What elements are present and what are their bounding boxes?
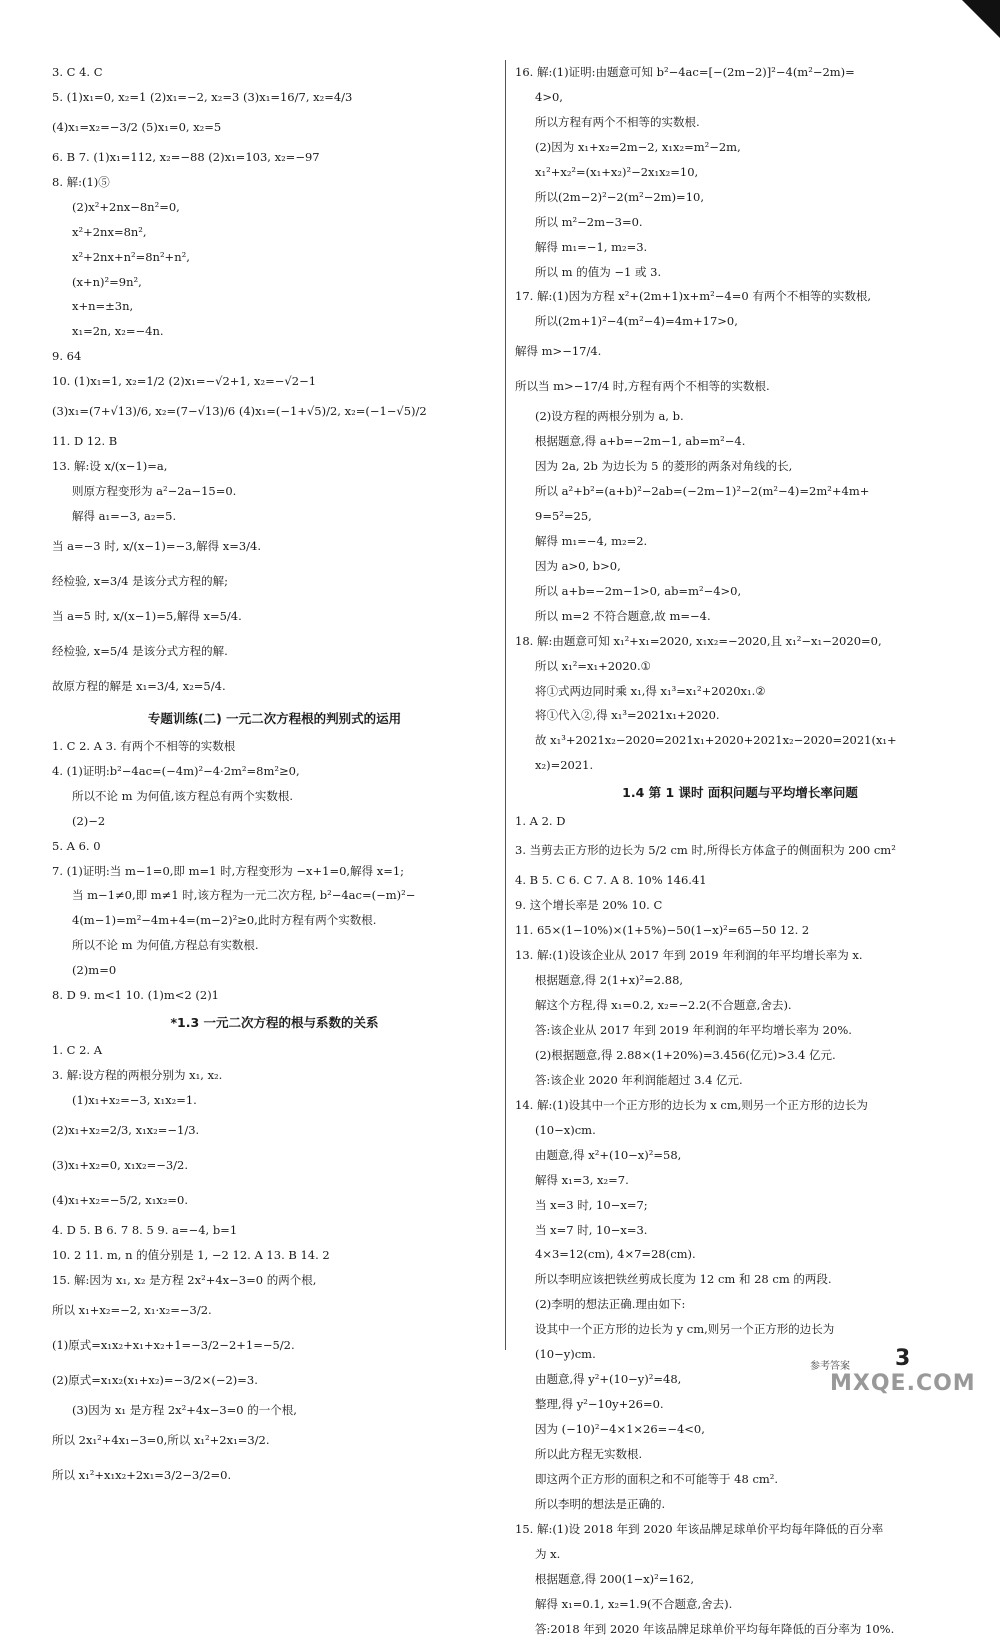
corner-triangle-mark — [962, 0, 1000, 38]
answer-line: 5. A 6. 0 — [52, 834, 497, 859]
answer-line: (1)x₁+x₂=−3, x₁x₂=1. — [52, 1088, 497, 1113]
answer-line: 当 x=7 时, 10−x=3. — [515, 1218, 965, 1243]
answer-line: (2)因为 x₁+x₂=2m−2, x₁x₂=m²−2m, — [515, 135, 965, 160]
answer-line: (3)因为 x₁ 是方程 2x²+4x−3=0 的一个根, — [52, 1398, 497, 1423]
answer-line: 14. 解:(1)设其中一个正方形的边长为 x cm,则另一个正方形的边长为 — [515, 1093, 965, 1118]
answer-line: 18. 解:由题意可知 x₁²+x₁=2020, x₁x₂=−2020,且 x₁²−x₁−2020=0, — [515, 629, 965, 654]
answer-line: (2)设方程的两根分别为 a, b. — [515, 404, 965, 429]
answer-line: 解这个方程,得 x₁=0.2, x₂=−2.2(不合题意,舍去). — [515, 993, 965, 1018]
answer-line: 为 x. — [515, 1542, 965, 1567]
answer-line: 解得 m₁=−1, m₂=3. — [515, 235, 965, 260]
right-column — [515, 60, 965, 1641]
answer-line: 所以李明的想法是正确的. — [515, 1492, 965, 1517]
answer-line: 1. C 2. A — [52, 1038, 497, 1063]
answer-line: (3)x₁+x₂=0, x₁x₂=−3/2. — [52, 1148, 497, 1183]
answer-line: 答:该企业从 2017 年到 2019 年利润的年平均增长率为 20%. — [515, 1018, 965, 1043]
answer-line: 所以(2m+1)²−4(m²−4)=4m+17>0, — [515, 309, 965, 334]
footer-label: 参考答案 — [810, 1360, 850, 1373]
answer-line: (2)李明的想法正确.理由如下: — [515, 1292, 965, 1317]
answer-line: (10−x)cm. — [515, 1118, 965, 1143]
answer-line: (4)x₁=x₂=−3/2 (5)x₁=0, x₂=5 — [52, 110, 497, 145]
answer-line: 当 a=5 时, x/(x−1)=5,解得 x=5/4. — [52, 599, 497, 634]
answer-line: (x+n)²=9n², — [52, 270, 497, 295]
column-divider — [505, 60, 506, 1350]
answer-line: 设其中一个正方形的边长为 y cm,则另一个正方形的边长为 — [515, 1317, 965, 1342]
section-heading: *1.3 一元二次方程的根与系数的关系 — [52, 1008, 497, 1038]
answer-line: 1. C 2. A 3. 有两个不相等的实数根 — [52, 734, 497, 759]
answer-line: 15. 解:(1)设 2018 年到 2020 年该品牌足球单价平均每年降低的百分率 — [515, 1517, 965, 1542]
answer-line: 经检验, x=3/4 是该分式方程的解; — [52, 564, 497, 599]
section-heading: 专题训练(二) 一元二次方程根的判别式的运用 — [52, 704, 497, 734]
answer-line: 所以 x₁²+x₁x₂+2x₁=3/2−3/2=0. — [52, 1458, 497, 1493]
answer-line: 13. 解:(1)设该企业从 2017 年到 2019 年利润的年平均增长率为 x. — [515, 943, 965, 968]
answer-line: 所以不论 m 为何值,方程总有实数根. — [52, 933, 497, 958]
answer-line: 解得 m₁=−4, m₂=2. — [515, 529, 965, 554]
answer-line: 6. B 7. (1)x₁=112, x₂=−88 (2)x₁=103, x₂=−97 — [52, 145, 497, 170]
answer-line: 根据题意,得 200(1−x)²=162, — [515, 1567, 965, 1592]
answer-line: (2)x²+2nx−8n²=0, — [52, 195, 497, 220]
answer-line: 所以方程有两个不相等的实数根. — [515, 110, 965, 135]
watermark-text: MXQE.COM — [830, 1370, 976, 1399]
answer-line: 当 m−1≠0,即 m≠1 时,该方程为一元二次方程, b²−4ac=(−m)²− — [52, 883, 497, 908]
answer-line: (3)x₁=(7+√13)/6, x₂=(7−√13)/6 (4)x₁=(−1+√5)/2, x₂=(−1−√5)/2 — [52, 394, 497, 429]
answer-line: (10−y)cm. — [515, 1342, 965, 1367]
answer-line: 所以 a+b=−2m−1>0, ab=m²−4>0, — [515, 579, 965, 604]
answer-line: 经检验, x=5/4 是该分式方程的解. — [52, 634, 497, 669]
answer-line: 所以 m 的值为 −1 或 3. — [515, 260, 965, 285]
answer-line: 所以(2m−2)²−2(m²−2m)=10, — [515, 185, 965, 210]
answer-line: 4. D 5. B 6. 7 8. 5 9. a=−4, b=1 — [52, 1218, 497, 1243]
answer-line: 所以 x₁²=x₁+2020.① — [515, 654, 965, 679]
answer-line: 当 x=3 时, 10−x=7; — [515, 1193, 965, 1218]
answer-line: 解得 x₁=0.1, x₂=1.9(不合题意,舍去). — [515, 1592, 965, 1617]
answer-line: (1)原式=x₁x₂+x₁+x₂+1=−3/2−2+1=−5/2. — [52, 1328, 497, 1363]
page-number: 3 — [895, 1345, 910, 1374]
answer-line: 根据题意,得 a+b=−2m−1, ab=m²−4. — [515, 429, 965, 454]
answer-line: 将①代入②,得 x₁³=2021x₁+2020. — [515, 703, 965, 728]
answer-line: 11. D 12. B — [52, 429, 497, 454]
answer-line: 即这两个正方形的面积之和不可能等于 48 cm². — [515, 1467, 965, 1492]
answer-line: 10. (1)x₁=1, x₂=1/2 (2)x₁=−√2+1, x₂=−√2−1 — [52, 369, 497, 394]
answer-line: 4>0, — [515, 85, 965, 110]
answer-line: 所以当 m>−17/4 时,方程有两个不相等的实数根. — [515, 369, 965, 404]
answer-line: 由题意,得 y²+(10−y)²=48, — [515, 1367, 965, 1392]
answer-line: 根据题意,得 2(1+x)²=2.88, — [515, 968, 965, 993]
answer-line: 15. 解:因为 x₁, x₂ 是方程 2x²+4x−3=0 的两个根, — [52, 1268, 497, 1293]
answer-line: (2)m=0 — [52, 958, 497, 983]
answer-line: 整理,得 y²−10y+26=0. — [515, 1392, 965, 1417]
answer-line: x+n=±3n, — [52, 294, 497, 319]
answer-line: 所以李明应该把铁丝剪成长度为 12 cm 和 28 cm 的两段. — [515, 1267, 965, 1292]
answer-line: 3. 解:设方程的两根分别为 x₁, x₂. — [52, 1063, 497, 1088]
answer-line: 因为 2a, 2b 为边长为 5 的菱形的两条对角线的长, — [515, 454, 965, 479]
answer-line: (4)x₁+x₂=−5/2, x₁x₂=0. — [52, 1183, 497, 1218]
answer-line: 9=5²=25, — [515, 504, 965, 529]
answer-line: 7. (1)证明:当 m−1=0,即 m=1 时,方程变形为 −x+1=0,解得 x=1; — [52, 859, 497, 884]
answer-line: 10. 2 11. m, n 的值分别是 1, −2 12. A 13. B 14. 2 — [52, 1243, 497, 1268]
answer-line: 4×3=12(cm), 4×7=28(cm). — [515, 1242, 965, 1267]
answer-line: 3. C 4. C — [52, 60, 497, 85]
answer-line: 13. 解:设 x/(x−1)=a, — [52, 454, 497, 479]
answer-line: 由题意,得 x²+(10−x)²=58, — [515, 1143, 965, 1168]
answer-line: 5. (1)x₁=0, x₂=1 (2)x₁=−2, x₂=3 (3)x₁=16/7, x₂=4/3 — [52, 85, 497, 110]
answer-line: 解得 x₁=3, x₂=7. — [515, 1168, 965, 1193]
answer-line: 3. 当剪去正方形的边长为 5/2 cm 时,所得长方体盒子的侧面积为 200 cm² — [515, 833, 965, 868]
answer-line: 答:2018 年到 2020 年该品牌足球单价平均每年降低的百分率为 10%. — [515, 1617, 965, 1641]
answer-line: 因为 (−10)²−4×1×26=−4<0, — [515, 1417, 965, 1442]
answer-line: 答:该企业 2020 年利润能超过 3.4 亿元. — [515, 1068, 965, 1093]
answer-line: 因为 a>0, b>0, — [515, 554, 965, 579]
answer-line: 故原方程的解是 x₁=3/4, x₂=5/4. — [52, 669, 497, 704]
answer-line: 17. 解:(1)因为方程 x²+(2m+1)x+m²−4=0 有两个不相等的实数根, — [515, 284, 965, 309]
answer-line: 4. B 5. C 6. C 7. A 8. 10% 146.41 — [515, 868, 965, 893]
section-heading: 1.4 第 1 课时 面积问题与平均增长率问题 — [515, 778, 965, 808]
answer-line: 9. 64 — [52, 344, 497, 369]
answer-line: 解得 a₁=−3, a₂=5. — [52, 504, 497, 529]
answer-line: 所以 m²−2m−3=0. — [515, 210, 965, 235]
answer-line: 将①式两边同时乘 x₁,得 x₁³=x₁²+2020x₁.② — [515, 679, 965, 704]
answer-line: 9. 这个增长率是 20% 10. C — [515, 893, 965, 918]
answer-line: 8. D 9. m<1 10. (1)m<2 (2)1 — [52, 983, 497, 1008]
answer-line: 4(m−1)=m²−4m+4=(m−2)²≥0,此时方程有两个实数根. — [52, 908, 497, 933]
answer-line: 所以此方程无实数根. — [515, 1442, 965, 1467]
answer-line: 所以不论 m 为何值,该方程总有两个实数根. — [52, 784, 497, 809]
answer-line: 4. (1)证明:b²−4ac=(−4m)²−4·2m²=8m²≥0, — [52, 759, 497, 784]
answer-line: (2)根据题意,得 2.88×(1+20%)=3.456(亿元)>3.4 亿元. — [515, 1043, 965, 1068]
answer-line: 11. 65×(1−10%)×(1+5%)−50(1−x)²=65−50 12. 2 — [515, 918, 965, 943]
answer-line: 1. A 2. D — [515, 809, 965, 834]
answer-line: 则原方程变形为 a²−2a−15=0. — [52, 479, 497, 504]
left-column — [52, 60, 497, 1492]
answer-line: x₂)=2021. — [515, 753, 965, 778]
answer-line: 16. 解:(1)证明:由题意可知 b²−4ac=[−(2m−2)]²−4(m²−2m)= — [515, 60, 965, 85]
answer-line: (2)原式=x₁x₂(x₁+x₂)=−3/2×(−2)=3. — [52, 1363, 497, 1398]
answer-line: x²+2nx+n²=8n²+n², — [52, 245, 497, 270]
answer-line: x₁²+x₂²=(x₁+x₂)²−2x₁x₂=10, — [515, 160, 965, 185]
answer-line: x²+2nx=8n², — [52, 220, 497, 245]
answer-line: (2)−2 — [52, 809, 497, 834]
answer-line: 所以 x₁+x₂=−2, x₁·x₂=−3/2. — [52, 1293, 497, 1328]
answer-line: 所以 a²+b²=(a+b)²−2ab=(−2m−1)²−2(m²−4)=2m²+4m+ — [515, 479, 965, 504]
answer-line: 所以 m=2 不符合题意,故 m=−4. — [515, 604, 965, 629]
answer-line: 解得 m>−17/4. — [515, 334, 965, 369]
answer-line: x₁=2n, x₂=−4n. — [52, 319, 497, 344]
answer-line: (2)x₁+x₂=2/3, x₁x₂=−1/3. — [52, 1113, 497, 1148]
answer-line: 所以 2x₁²+4x₁−3=0,所以 x₁²+2x₁=3/2. — [52, 1423, 497, 1458]
answer-line: 8. 解:(1)⑤ — [52, 170, 497, 195]
answer-line: 当 a=−3 时, x/(x−1)=−3,解得 x=3/4. — [52, 529, 497, 564]
answer-line: 故 x₁³+2021x₂−2020=2021x₁+2020+2021x₂−2020=2021(x₁+ — [515, 728, 965, 753]
